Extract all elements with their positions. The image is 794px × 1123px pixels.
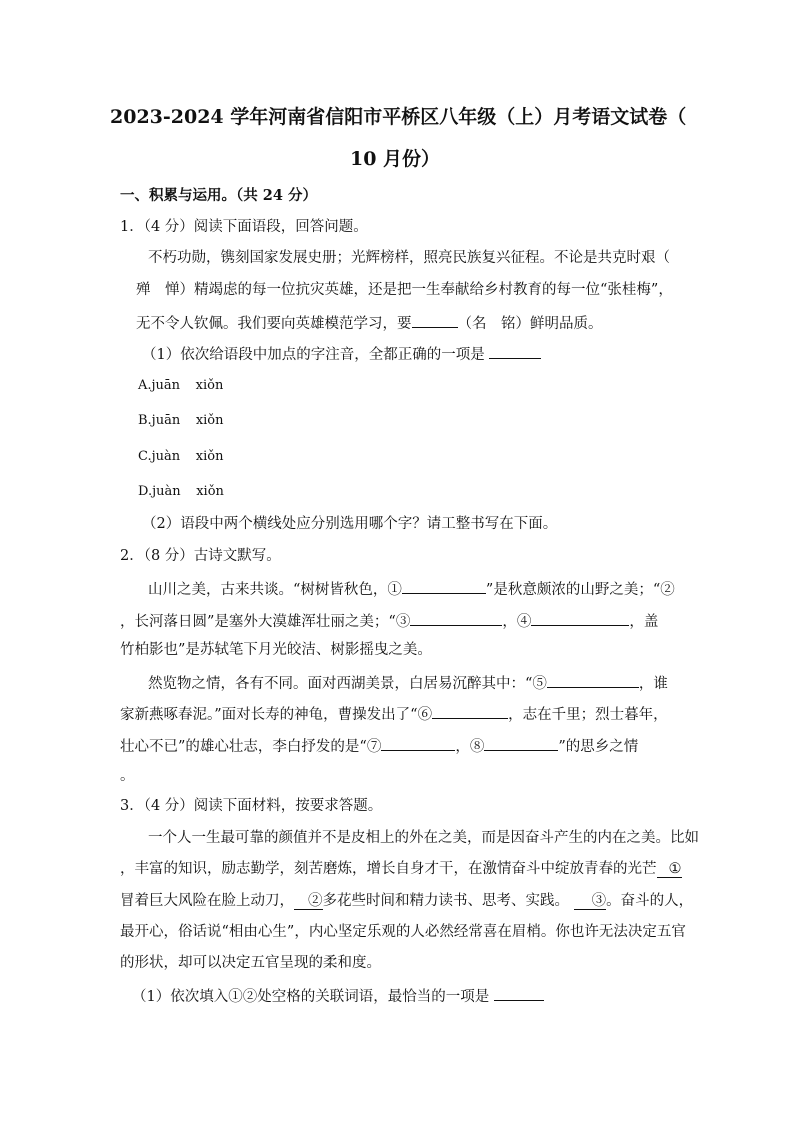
- q3-line4: 最开心，俗话说“相由心生”，内心坚定乐观的人必然经常喜在眉梢。你也许无法决定五官: [120, 924, 686, 940]
- q3-line3: [120, 892, 693, 910]
- q2-line4-a: 然览物之情，各有不同。面对西湖美景，白居易沉醉其中：“⑤: [148, 676, 547, 692]
- option-c-pinyin: xiǒn: [195, 449, 224, 464]
- option-d-label: D.juàn: [138, 484, 181, 499]
- question-2-heading: 2．（8 分）古诗文默写。: [120, 548, 281, 564]
- q1-passage-line3-tail: （名 铭）鲜明品质。: [457, 316, 603, 332]
- q2-line1-b: ”是秋意颇浓的山野之美；“②: [485, 582, 675, 598]
- q2-line4-b: ，谁: [638, 676, 668, 692]
- q2-line3: 竹柏影也”是苏轼笔下月光皎洁、树影摇曳之美。: [120, 642, 432, 658]
- blank-1[interactable]: [657, 861, 682, 878]
- q2-line6-b: ，⑧: [455, 739, 485, 755]
- q2-line1-a: 山川之美，古来共谈。“树树皆秋色，①: [148, 582, 402, 598]
- blank-2[interactable]: [294, 893, 323, 910]
- blank-line[interactable]: [412, 313, 458, 328]
- q2-line5-a: 家新燕啄春泥。”面对长寿的神龟，曹操发出了“⑥: [120, 707, 433, 723]
- q3-line3-c: 多花些时间和精力读书、思考、实践。: [322, 893, 569, 909]
- blank-3-marker: ③: [591, 893, 607, 909]
- q2-line4: [148, 673, 668, 693]
- q1-passage-line3-text: 无不令人钦佩。我们要向英雄模范学习，要: [136, 316, 412, 332]
- option-b[interactable]: [138, 412, 224, 430]
- q2-line2: [120, 611, 658, 631]
- q2-line1: [148, 579, 675, 599]
- q3-line1: 一个人一生最可靠的颜值并不是皮相上的外在之美，而是因奋斗产生的内在之美。比如: [148, 830, 699, 846]
- q2-line6: [120, 736, 638, 756]
- q2-line6-a: 壮心不已”的雄心壮志，李白抒发的是“⑦: [120, 739, 382, 755]
- question-1-heading: 1．（4 分）阅读下面语段，回答问题。: [120, 219, 368, 235]
- blank-5[interactable]: [547, 673, 639, 688]
- blank-2-marker: ②: [308, 893, 323, 909]
- q1-subquestion-1-text: （1）依次给语段中加点的字注音，全都正确的一项是: [142, 347, 485, 363]
- option-a-pinyin: xiǒn: [195, 378, 224, 393]
- q3-subquestion-1-text: （1）依次填入①②处空格的关联词语，最恰当的一项是: [132, 989, 490, 1005]
- q3-line3-a: 冒着巨大风险在脸上动刀，: [120, 893, 294, 909]
- blank-1[interactable]: [402, 579, 486, 594]
- q1-passage-line3: [136, 313, 603, 333]
- q3-line3-e: 。奋斗的人，: [606, 893, 694, 909]
- question-3-heading: 3．（4 分）阅读下面材料，按要求答题。: [120, 798, 383, 814]
- q3-line5: 的形状，却可以决定五官呈现的柔和度。: [120, 955, 381, 971]
- option-b-label: B.juān: [138, 413, 181, 428]
- q3-subquestion-1: [132, 986, 544, 1006]
- answer-blank[interactable]: [494, 986, 544, 1001]
- blank-8[interactable]: [484, 736, 558, 751]
- section-heading: 一、积累与运用。（共 24 分）: [120, 187, 318, 204]
- blank-3[interactable]: [574, 893, 607, 910]
- blank-3[interactable]: [410, 611, 502, 626]
- q2-line2-a: ，长河落日圆”是塞外大漠雄浑壮丽之美；“③: [120, 614, 411, 630]
- q3-line2-a: ，丰富的知识，励志勤学，刻苦磨炼，增长自身才干，在激情奋斗中绽放青春的光芒: [120, 861, 657, 877]
- blank-4[interactable]: [531, 611, 629, 626]
- q1-passage-line2: 殚 惮）精竭虑的每一位抗灾英雄，还是把一生奉献给乡村教育的每一位“张桂梅”，: [136, 282, 673, 298]
- option-c[interactable]: [138, 448, 223, 466]
- blank-1-marker: ①: [668, 861, 682, 877]
- option-a[interactable]: [138, 377, 223, 395]
- q1-subquestion-2: （2）语段中两个横线处应分别选用哪个字？请工整书写在下面。: [142, 516, 558, 532]
- q2-line2-c: ，盖: [629, 614, 659, 630]
- exam-title-line1: 2023-2024 学年河南省信阳市平桥区八年级（上）月考语文试卷（: [110, 106, 687, 128]
- q2-line6-c: ”的思乡之情: [558, 739, 639, 755]
- q1-passage-line1: 不朽功勋，镌刻国家发展史册；光辉榜样，照亮民族复兴征程。不论是共克时艰（: [148, 250, 670, 266]
- q3-line2: [120, 860, 682, 878]
- option-a-label: A.juān: [138, 378, 181, 393]
- q2-line5: [120, 704, 668, 724]
- blank-7[interactable]: [381, 736, 455, 751]
- answer-blank[interactable]: [489, 344, 541, 359]
- option-d-pinyin: xiǒn: [196, 484, 224, 499]
- exam-title-line2: 10 月份）: [349, 148, 441, 170]
- q1-subquestion-1: [142, 344, 541, 364]
- q2-line7: 。: [120, 768, 135, 784]
- blank-6[interactable]: [432, 704, 508, 719]
- q2-line5-b: ，志在千里；烈士暮年，: [508, 707, 668, 723]
- option-d[interactable]: [138, 483, 224, 501]
- q2-line2-b: ，④: [502, 614, 532, 630]
- option-c-label: C.juàn: [138, 449, 181, 464]
- option-b-pinyin: xiǒn: [195, 413, 224, 428]
